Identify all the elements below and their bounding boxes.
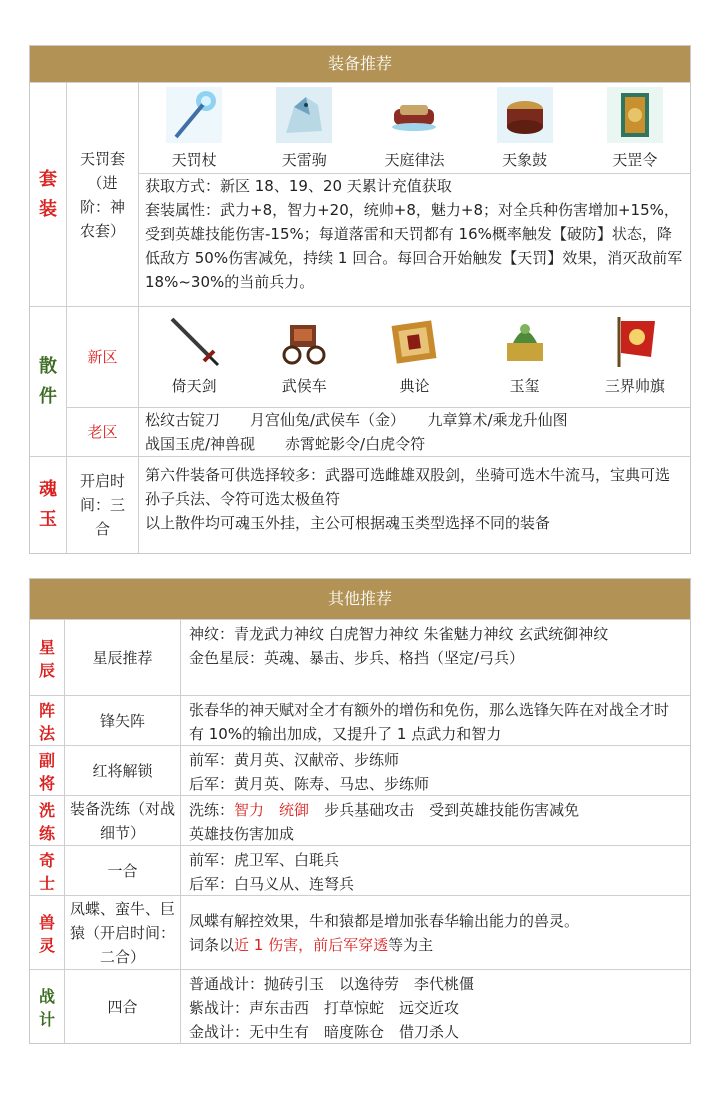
row-category: 洗 练 — [30, 796, 65, 845]
cart-icon — [276, 313, 332, 369]
old-server-line: 战国玉虎/神兽砚 赤霄蛇影令/白虎令符 — [145, 435, 426, 453]
suit-item: 天象鼓 — [475, 87, 575, 171]
row-category: 副 将 — [30, 746, 65, 795]
loose-item: 三界帅旗 — [585, 313, 685, 407]
row-line: 张春华的神天赋对全才有额外的增伤和免伤，那么选锋矢阵在对战全才时有 10%的输出加成，又提升了 1 点武力和智力 — [189, 701, 670, 743]
old-server-label: 老区 — [67, 408, 139, 456]
other-row — [30, 795, 690, 845]
drum-icon — [497, 87, 553, 143]
seal-icon — [497, 313, 553, 369]
jade-desc: 以上散件均可魂玉外挂，主公可根据魂玉类型选择不同的装备 — [145, 514, 551, 532]
row-line: 后军：白马义从、连弩兵 — [189, 875, 355, 893]
row-line: 英雄技伤害加成 — [189, 825, 295, 843]
sword-icon — [166, 313, 222, 369]
row-line: 前军：虎卫军、白毦兵 — [189, 851, 340, 869]
other-row — [30, 845, 690, 895]
row-line: 洗练：智力 统御 步兵基础攻击 受到英雄技能伤害减免 — [189, 801, 580, 819]
row-name: 凤蝶、蛮牛、巨猿（开启时间：二合） — [65, 896, 181, 969]
equipment-header: 装备推荐 — [30, 46, 690, 82]
flag-icon — [607, 313, 663, 369]
row-category: 星 辰 — [30, 620, 65, 695]
loose-item: 典论 — [364, 313, 464, 407]
row-category: 兽 灵 — [30, 896, 65, 969]
suit-items — [139, 83, 690, 171]
row-line: 紫战计：声东击西 打草惊蛇 远交近攻 — [189, 999, 460, 1017]
row-category: 奇 士 — [30, 846, 65, 895]
other-row — [30, 895, 690, 969]
other-row — [30, 745, 690, 795]
loose-item: 倚天剑 — [144, 313, 244, 407]
suit-item: 天罡令 — [585, 87, 685, 171]
loose-category: 散 件 — [30, 307, 67, 456]
suit-attributes: 套装属性：武力+8，智力+20，统帅+8，魅力+8；对全兵种伤害增加+15%，受到英雄技能伤害-15%；每道落雷和天罚都有 16%概率触发【破防】状态，降低敌方 50%伤害减免，持续 1 回合。每回合开始触发【天罚】效果，消灭敌前军 18%~30%的当前兵力。 — [145, 201, 683, 291]
row-line: 凤蝶有解控效果，牛和猿都是增加张春华输出能力的兽灵。 — [189, 911, 580, 930]
row-name: 装备洗练（对战细节） — [65, 796, 181, 845]
row-name: 四合 — [65, 970, 181, 1043]
row-name: 星辰推荐 — [65, 620, 181, 695]
loose-item: 武侯车 — [254, 313, 354, 407]
book-icon — [386, 313, 442, 369]
suit-row — [30, 82, 690, 306]
wash-highlight: 智力 — [234, 801, 265, 819]
other-row — [30, 619, 690, 695]
old-server-line: 松纹古锭刀 月宫仙兔/武侯车（金） 九章算术/乘龙升仙图 — [145, 411, 568, 429]
jade-open-time: 开启时间：三合 — [67, 457, 139, 553]
jade-category: 魂 玉 — [30, 457, 67, 553]
other-row — [30, 969, 690, 1043]
row-name: 一合 — [65, 846, 181, 895]
jade-desc: 第六件装备可供选择较多：武器可选雌雄双股剑，坐骑可选木牛流马，宝典可选孙子兵法、令符可选太极鱼符 — [145, 466, 671, 508]
loose-items — [139, 307, 690, 407]
row-name: 红将解锁 — [65, 746, 181, 795]
beast-highlight: 近 1 伤害，前后军穿透 — [234, 935, 389, 954]
suit-item: 天庭律法 — [364, 87, 464, 171]
row-line: 普通战计：抛砖引玉 以逸待劳 李代桃僵 — [189, 975, 475, 993]
new-server-label: 新区 — [67, 307, 139, 407]
jade-row — [30, 456, 690, 553]
horse-icon — [276, 87, 332, 143]
suit-item: 天罚杖 — [144, 87, 244, 171]
token-icon — [607, 87, 663, 143]
equipment-table — [29, 45, 691, 554]
suit-category: 套 装 — [30, 83, 67, 306]
row-line: 词条以近 1 伤害，前后军穿透等为主 — [189, 935, 434, 954]
row-line: 神纹：青龙武力神纹 白虎智力神纹 朱雀魅力神纹 玄武统御神纹 — [189, 625, 609, 643]
staff-icon — [166, 87, 222, 143]
scroll-icon — [386, 87, 442, 143]
row-category: 战 计 — [30, 970, 65, 1043]
wash-highlight: 统御 — [279, 801, 310, 819]
other-header: 其他推荐 — [30, 579, 690, 619]
row-name: 锋矢阵 — [65, 696, 181, 745]
loose-item: 玉玺 — [475, 313, 575, 407]
row-line: 金战计：无中生有 暗度陈仓 借刀杀人 — [189, 1023, 460, 1041]
suit-item: 天雷驹 — [254, 87, 354, 171]
other-row — [30, 695, 690, 745]
suit-acquire: 获取方式：新区 18、19、20 天累计充值获取 — [145, 177, 452, 195]
suit-name: 天罚套（进阶：神农套） — [67, 83, 139, 306]
row-category: 阵 法 — [30, 696, 65, 745]
row-line: 金色星辰：英魂、暴击、步兵、格挡（坚定/弓兵） — [189, 649, 525, 667]
row-line: 后军：黄月英、陈寿、马忠、步练师 — [189, 775, 430, 793]
loose-row — [30, 306, 690, 456]
row-line: 前军：黄月英、汉献帝、步练师 — [189, 751, 400, 769]
other-table — [29, 578, 691, 1044]
